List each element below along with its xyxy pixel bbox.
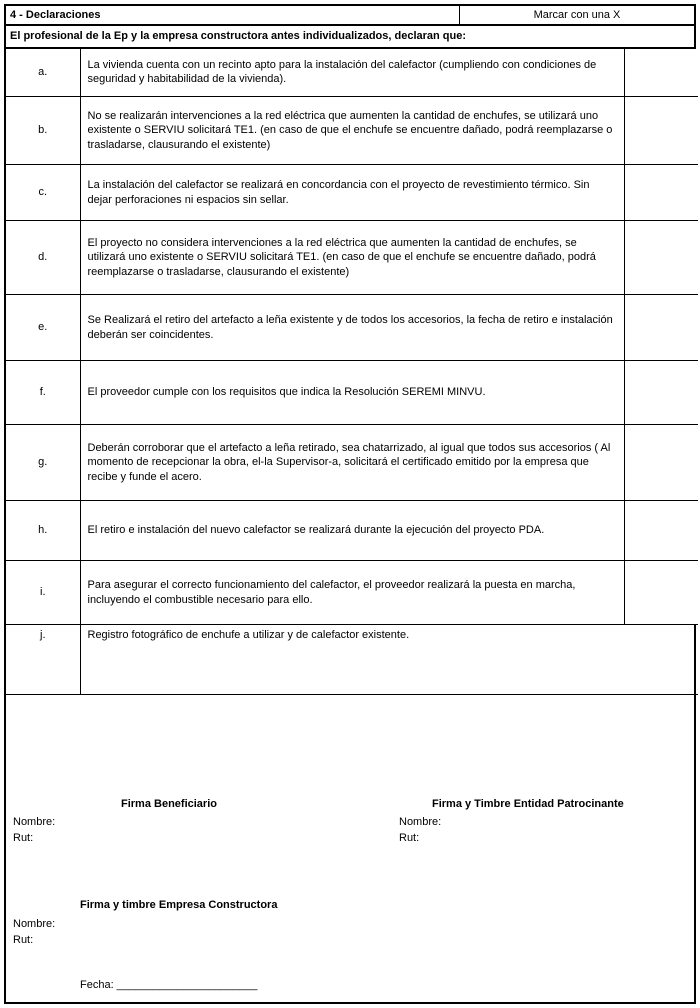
rut-label: Rut: bbox=[13, 832, 34, 845]
declaration-text: Se Realizará el retiro del artefacto a leña existente y de todos los accesorios, la fecha de retiro e instalación deberán ser coincidentes. bbox=[80, 295, 624, 361]
section-title: 4 - Declaraciones bbox=[6, 6, 460, 24]
checkbox-i[interactable] bbox=[624, 561, 698, 625]
declaration-row-c bbox=[6, 165, 698, 221]
fecha-line[interactable]: Fecha: _______________________ bbox=[80, 978, 258, 991]
checkbox-g[interactable] bbox=[624, 425, 698, 501]
checkbox-d[interactable] bbox=[624, 221, 698, 295]
declaration-letter: a. bbox=[6, 49, 80, 97]
mark-instruction: Marcar con una X bbox=[533, 9, 621, 21]
intro-statement: El profesional de la Ep y la empresa constructora antes individualizados, declaran que: bbox=[6, 26, 694, 48]
beneficiario-title: Firma Beneficiario bbox=[121, 798, 217, 811]
declaration-letter: c. bbox=[6, 165, 80, 221]
declaration-letter: h. bbox=[6, 501, 80, 561]
signature-block-constructora bbox=[6, 898, 694, 947]
declaration-letter: g. bbox=[6, 425, 80, 501]
declaration-text: La vivienda cuenta con un recinto apto para la instalación del calefactor (cumpliendo con condiciones de seguridad y habitabilidad de la vivienda). bbox=[80, 49, 624, 97]
declaration-letter: e. bbox=[6, 295, 80, 361]
declaration-row-a bbox=[6, 49, 698, 97]
form-header bbox=[6, 6, 694, 26]
checkbox-f[interactable] bbox=[624, 361, 698, 425]
rut-label: Rut: bbox=[399, 832, 420, 845]
declaration-row-g bbox=[6, 425, 698, 501]
signature-block-patrocinante bbox=[392, 797, 694, 846]
checkbox-c[interactable] bbox=[624, 165, 698, 221]
declaration-row-e bbox=[6, 295, 698, 361]
declaration-text: Registro fotográfico de enchufe a utilizar y de calefactor existente. bbox=[80, 625, 698, 695]
declaration-row-f bbox=[6, 361, 698, 425]
checkbox-b[interactable] bbox=[624, 97, 698, 165]
nombre-label: Nombre: bbox=[13, 917, 56, 930]
checkbox-e[interactable] bbox=[624, 295, 698, 361]
declaration-letter: j. bbox=[6, 625, 80, 695]
declaration-text: El retiro e instalación del nuevo calefactor se realizará durante la ejecución del proyecto PDA. bbox=[80, 501, 624, 561]
declaration-row-h bbox=[6, 501, 698, 561]
declaration-text: No se realizarán intervenciones a la red eléctrica que aumenten la cantidad de enchufes, se utilizará uno existente o SERVIU solicitará TE1. (en caso de que el enchufe se encuentre dañado, podrá reemplazarse o trasladarse, clausurando el existente) bbox=[80, 97, 624, 165]
checkbox-h[interactable] bbox=[624, 501, 698, 561]
declaration-row-d bbox=[6, 221, 698, 295]
checkbox-a[interactable] bbox=[624, 49, 698, 97]
declaration-letter: b. bbox=[6, 97, 80, 165]
declaration-row-i bbox=[6, 561, 698, 625]
declaration-text: El proveedor cumple con los requisitos que indica la Resolución SEREMI MINVU. bbox=[80, 361, 624, 425]
declaration-letter: f. bbox=[6, 361, 80, 425]
signature-block-beneficiario bbox=[6, 797, 392, 846]
declaration-text: La instalación del calefactor se realizará en concordancia con el proyecto de revestimiento térmico. Sin dejar perforaciones ni espacios sin sellar. bbox=[80, 165, 624, 221]
rut-label: Rut: bbox=[13, 933, 34, 946]
declaration-row-j bbox=[6, 625, 698, 695]
nombre-label: Nombre: bbox=[13, 816, 56, 829]
declaration-letter: d. bbox=[6, 221, 80, 295]
declaration-text: Para asegurar el correcto funcionamiento del calefactor, el proveedor realizará la puesta en marcha, incluyendo el combustible necesario para ello. bbox=[80, 561, 624, 625]
nombre-label: Nombre: bbox=[399, 816, 442, 829]
declaration-row-b bbox=[6, 97, 698, 165]
declaration-letter: i. bbox=[6, 561, 80, 625]
form-page bbox=[4, 4, 696, 1004]
constructora-title: Firma y timbre Empresa Constructora bbox=[80, 899, 278, 912]
patrocinante-title: Firma y Timbre Entidad Patrocinante bbox=[432, 798, 624, 811]
declarations-table bbox=[6, 49, 698, 696]
declaration-text: Deberán corroborar que el artefacto a leña retirado, sea chatarrizado, al igual que todos sus accesorios ( Al momento de recepcionar la obra, el-la Supervisor-a, solicitará el certificado emitido por la empresa que recibe y funde el acero. bbox=[80, 425, 624, 501]
declaration-text: El proyecto no considera intervenciones a la red eléctrica que aumenten la cantidad de enchufes, se utilizará uno existente o SERVIU solicitará TE1. (en caso de que el enchufe se encuentre dañado, podrá reemplazarse o trasladarse, clausurando el existente) bbox=[80, 221, 624, 295]
signature-section bbox=[6, 695, 694, 992]
